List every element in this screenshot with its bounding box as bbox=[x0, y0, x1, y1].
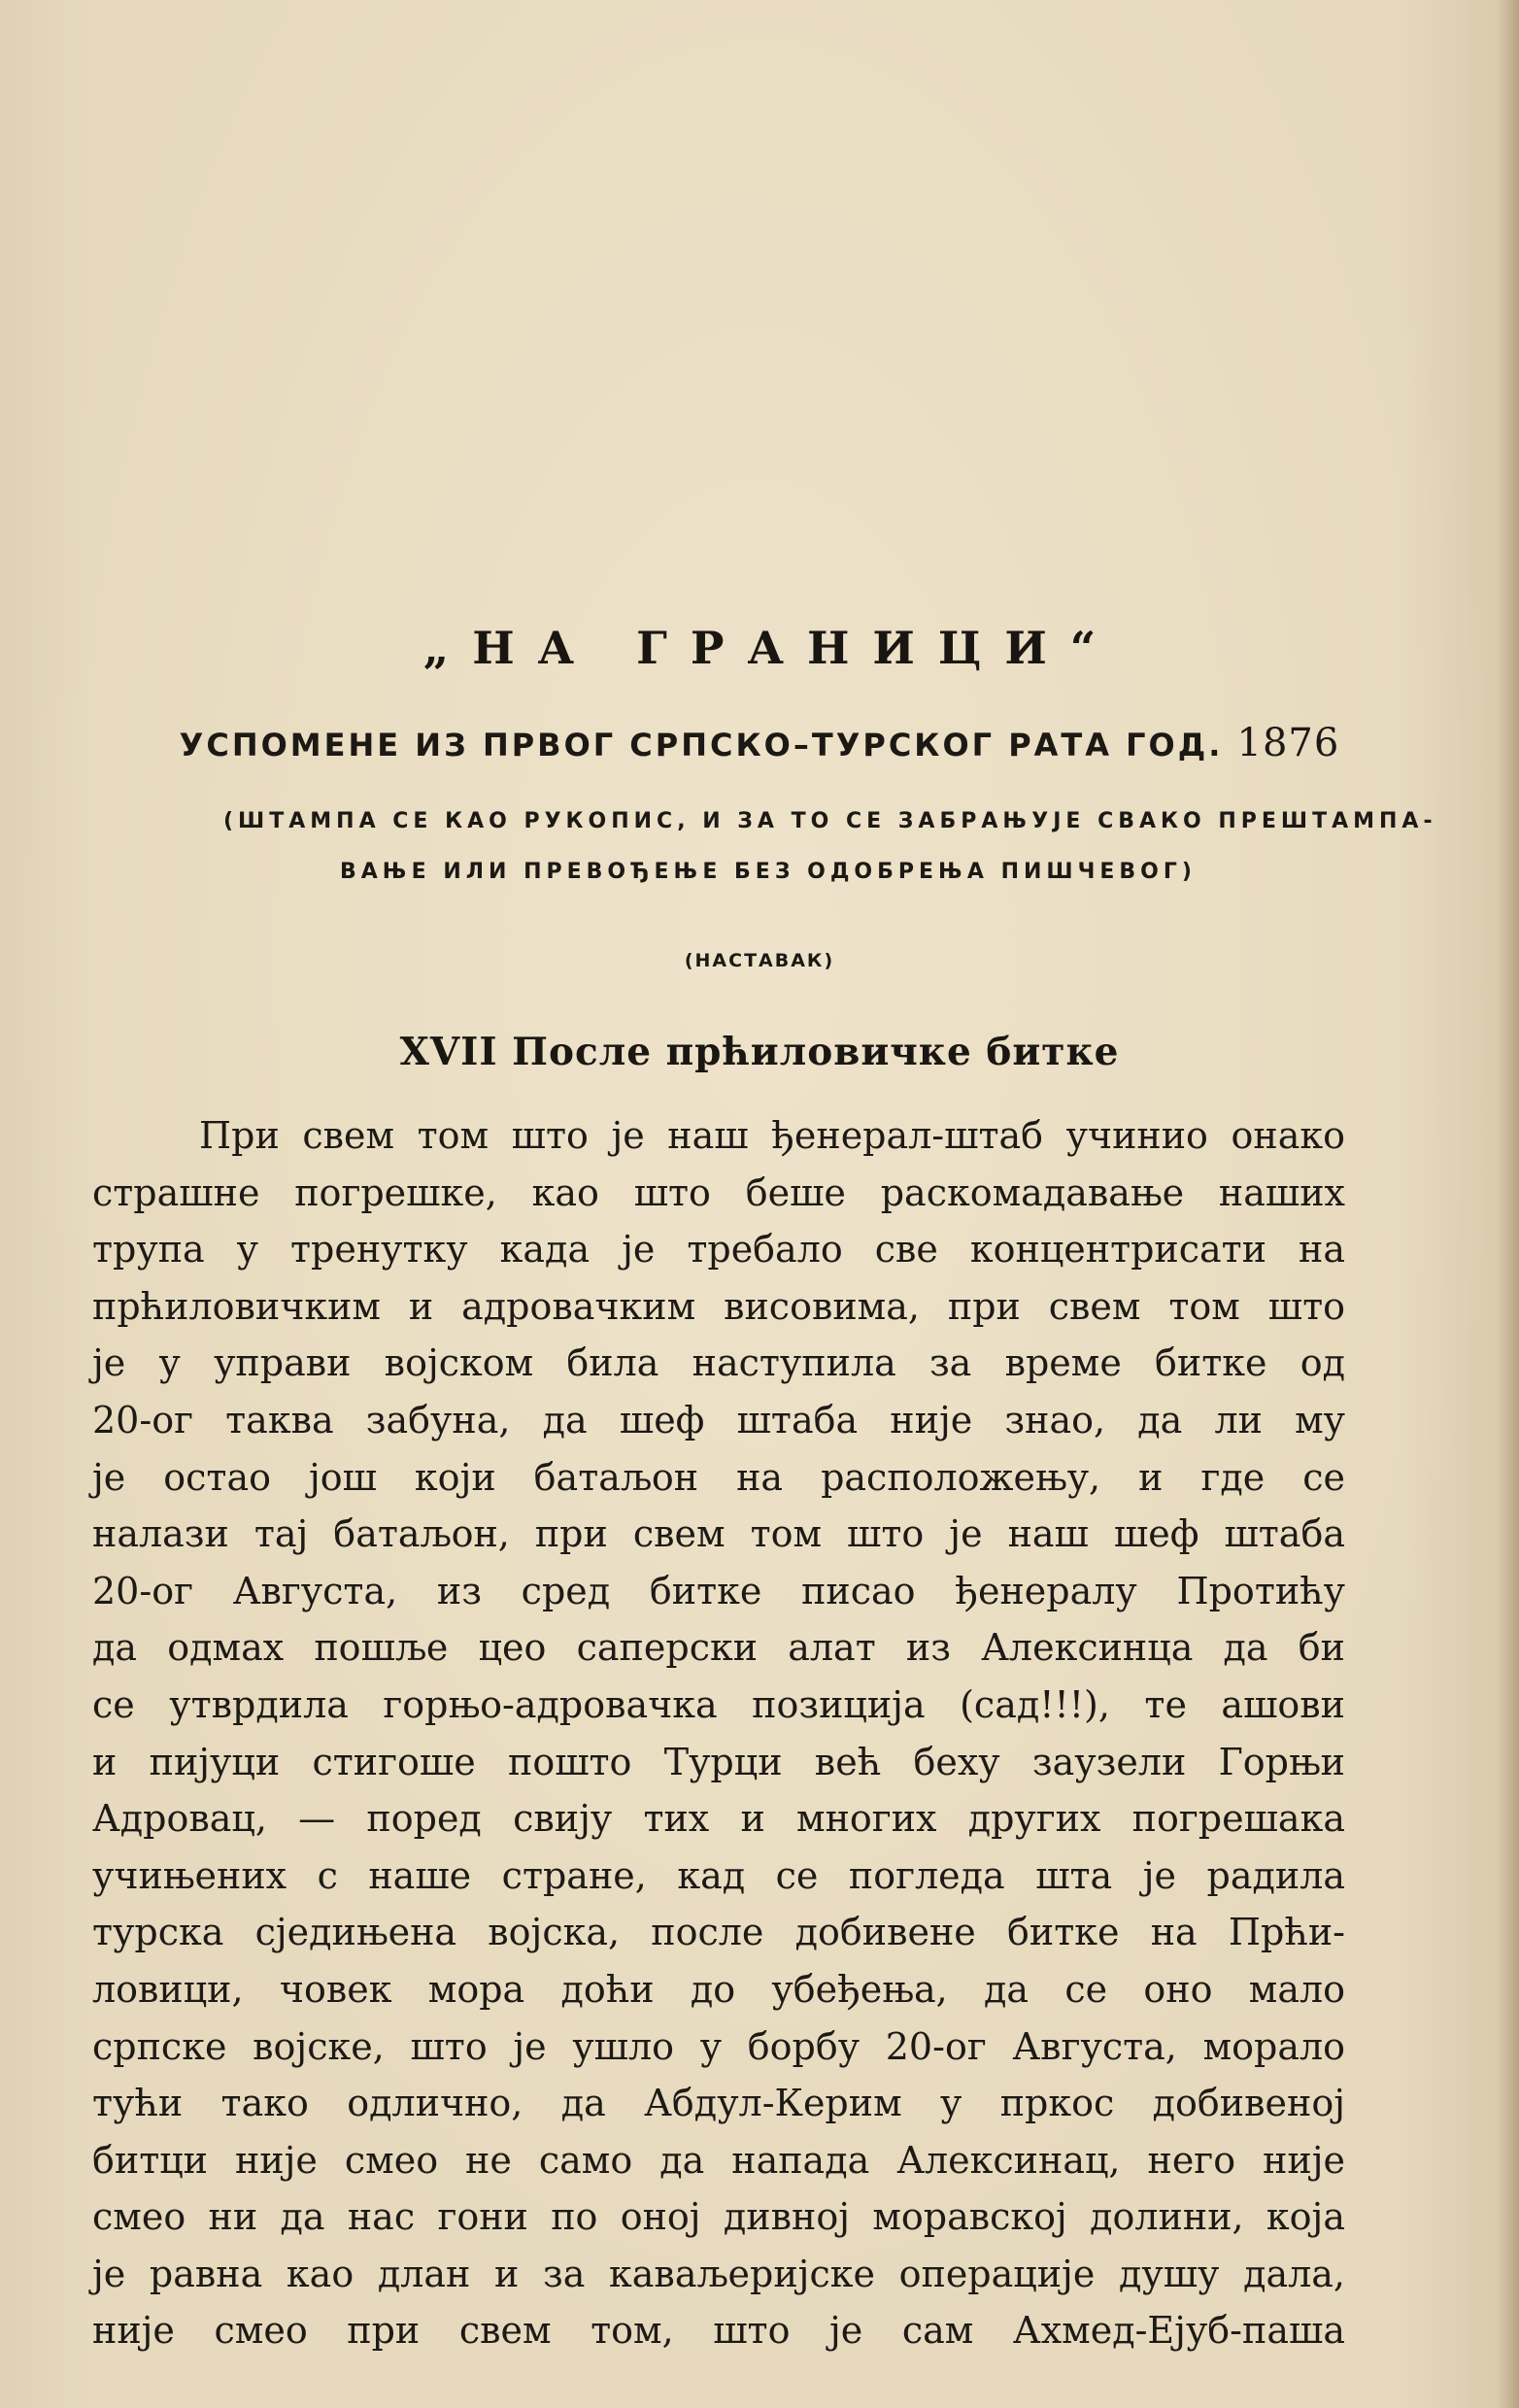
continued-label: (НАСТАВАК) bbox=[684, 950, 835, 971]
text-line: При свем том што је наш ђенерал-штаб учинио онако bbox=[199, 1114, 1345, 1157]
copyright-notice bbox=[223, 797, 1437, 898]
text-line: 20-ог таква забуна, да шеф штаба није знао, да ли му bbox=[92, 1398, 1345, 1441]
text-line: није смео при свем том, што је сам Ахмед-Ејуб-паша bbox=[92, 2309, 1345, 2353]
text-line: је остао још који батаљон на расположењу, и где се bbox=[92, 1455, 1345, 1499]
text-line: да одмах пошље цео саперски алат из Алексинца да би bbox=[92, 1626, 1345, 1670]
page-title: „НА ГРАНИЦИ“ bbox=[422, 622, 1120, 674]
text-line: је равна као длан и за каваљеријске операције душу дала, bbox=[92, 2252, 1345, 2295]
text-line: се утврдила горњо-адровачка позиција (сад!!!), те ашови bbox=[92, 1682, 1345, 1726]
text-line: ловици, човек мора доћи до убеђења, да се оно мало bbox=[92, 1967, 1345, 2011]
page-edge-shadow bbox=[1498, 0, 1519, 2408]
text-line: и пијуци стигоше пошто Турци већ беху заузели Горњи bbox=[92, 1740, 1345, 1783]
notice-line-2: ВАЊЕ ИЛИ ПРЕВОЂЕЊЕ БЕЗ ОДОБРЕЊА ПИШЧЕВОГ) bbox=[340, 860, 1197, 884]
text-line: је у управи војском била наступила за време битке од bbox=[92, 1341, 1345, 1385]
chapter-heading: XVII После прћиловичке битке bbox=[399, 1030, 1120, 1074]
text-line: српске војске, што је ушло у борбу 20-ог Августа, морало bbox=[92, 2024, 1345, 2068]
subtitle-year: 1876 bbox=[1236, 721, 1340, 765]
text-line: прћиловичким и адровачким висовима, при свем том што bbox=[92, 1284, 1345, 1328]
text-line: страшне погрешке, као што беше раскомадавање наших bbox=[92, 1170, 1345, 1214]
text-line: учињених с наше стране, кад се погледа шта је радила bbox=[92, 1853, 1345, 1897]
text-line: битци није смео не само да напада Алексинац, него није bbox=[92, 2138, 1345, 2182]
subtitle-text: УСПОМЕНЕ ИЗ ПРВОГ СРПСКО–ТУРСКОГ РАТА ГОД. bbox=[179, 727, 1237, 763]
text-line: 20-ог Августа, из сред битке писао ђенералу Протићу bbox=[92, 1569, 1345, 1612]
text-line: смео ни да нас гони по оној дивној моравској долини, која bbox=[92, 2195, 1345, 2239]
text-line: турска сједињена војска, после добивене битке на Прћи- bbox=[92, 1911, 1345, 1954]
subtitle bbox=[0, 721, 1519, 765]
text-line: Адровац, — поред свију тих и многих других погрешака bbox=[92, 1797, 1345, 1841]
notice-line-1: (ШТАМПА СЕ КАО РУКОПИС, И ЗА ТО СЕ ЗАБРАЊУЈЕ СВАКО ПРЕШТАМПА- bbox=[223, 809, 1437, 833]
text-line: налази тај батаљон, при свем том што је наш шеф штаба bbox=[92, 1512, 1345, 1556]
text-line: трупа у тренутку када је требало све концентрисати на bbox=[92, 1228, 1345, 1272]
masthead bbox=[0, 622, 1519, 971]
text-line: тући тако одлично, да Абдул-Керим у пркос добивеној bbox=[92, 2082, 1345, 2125]
body-text bbox=[92, 1107, 1345, 2359]
